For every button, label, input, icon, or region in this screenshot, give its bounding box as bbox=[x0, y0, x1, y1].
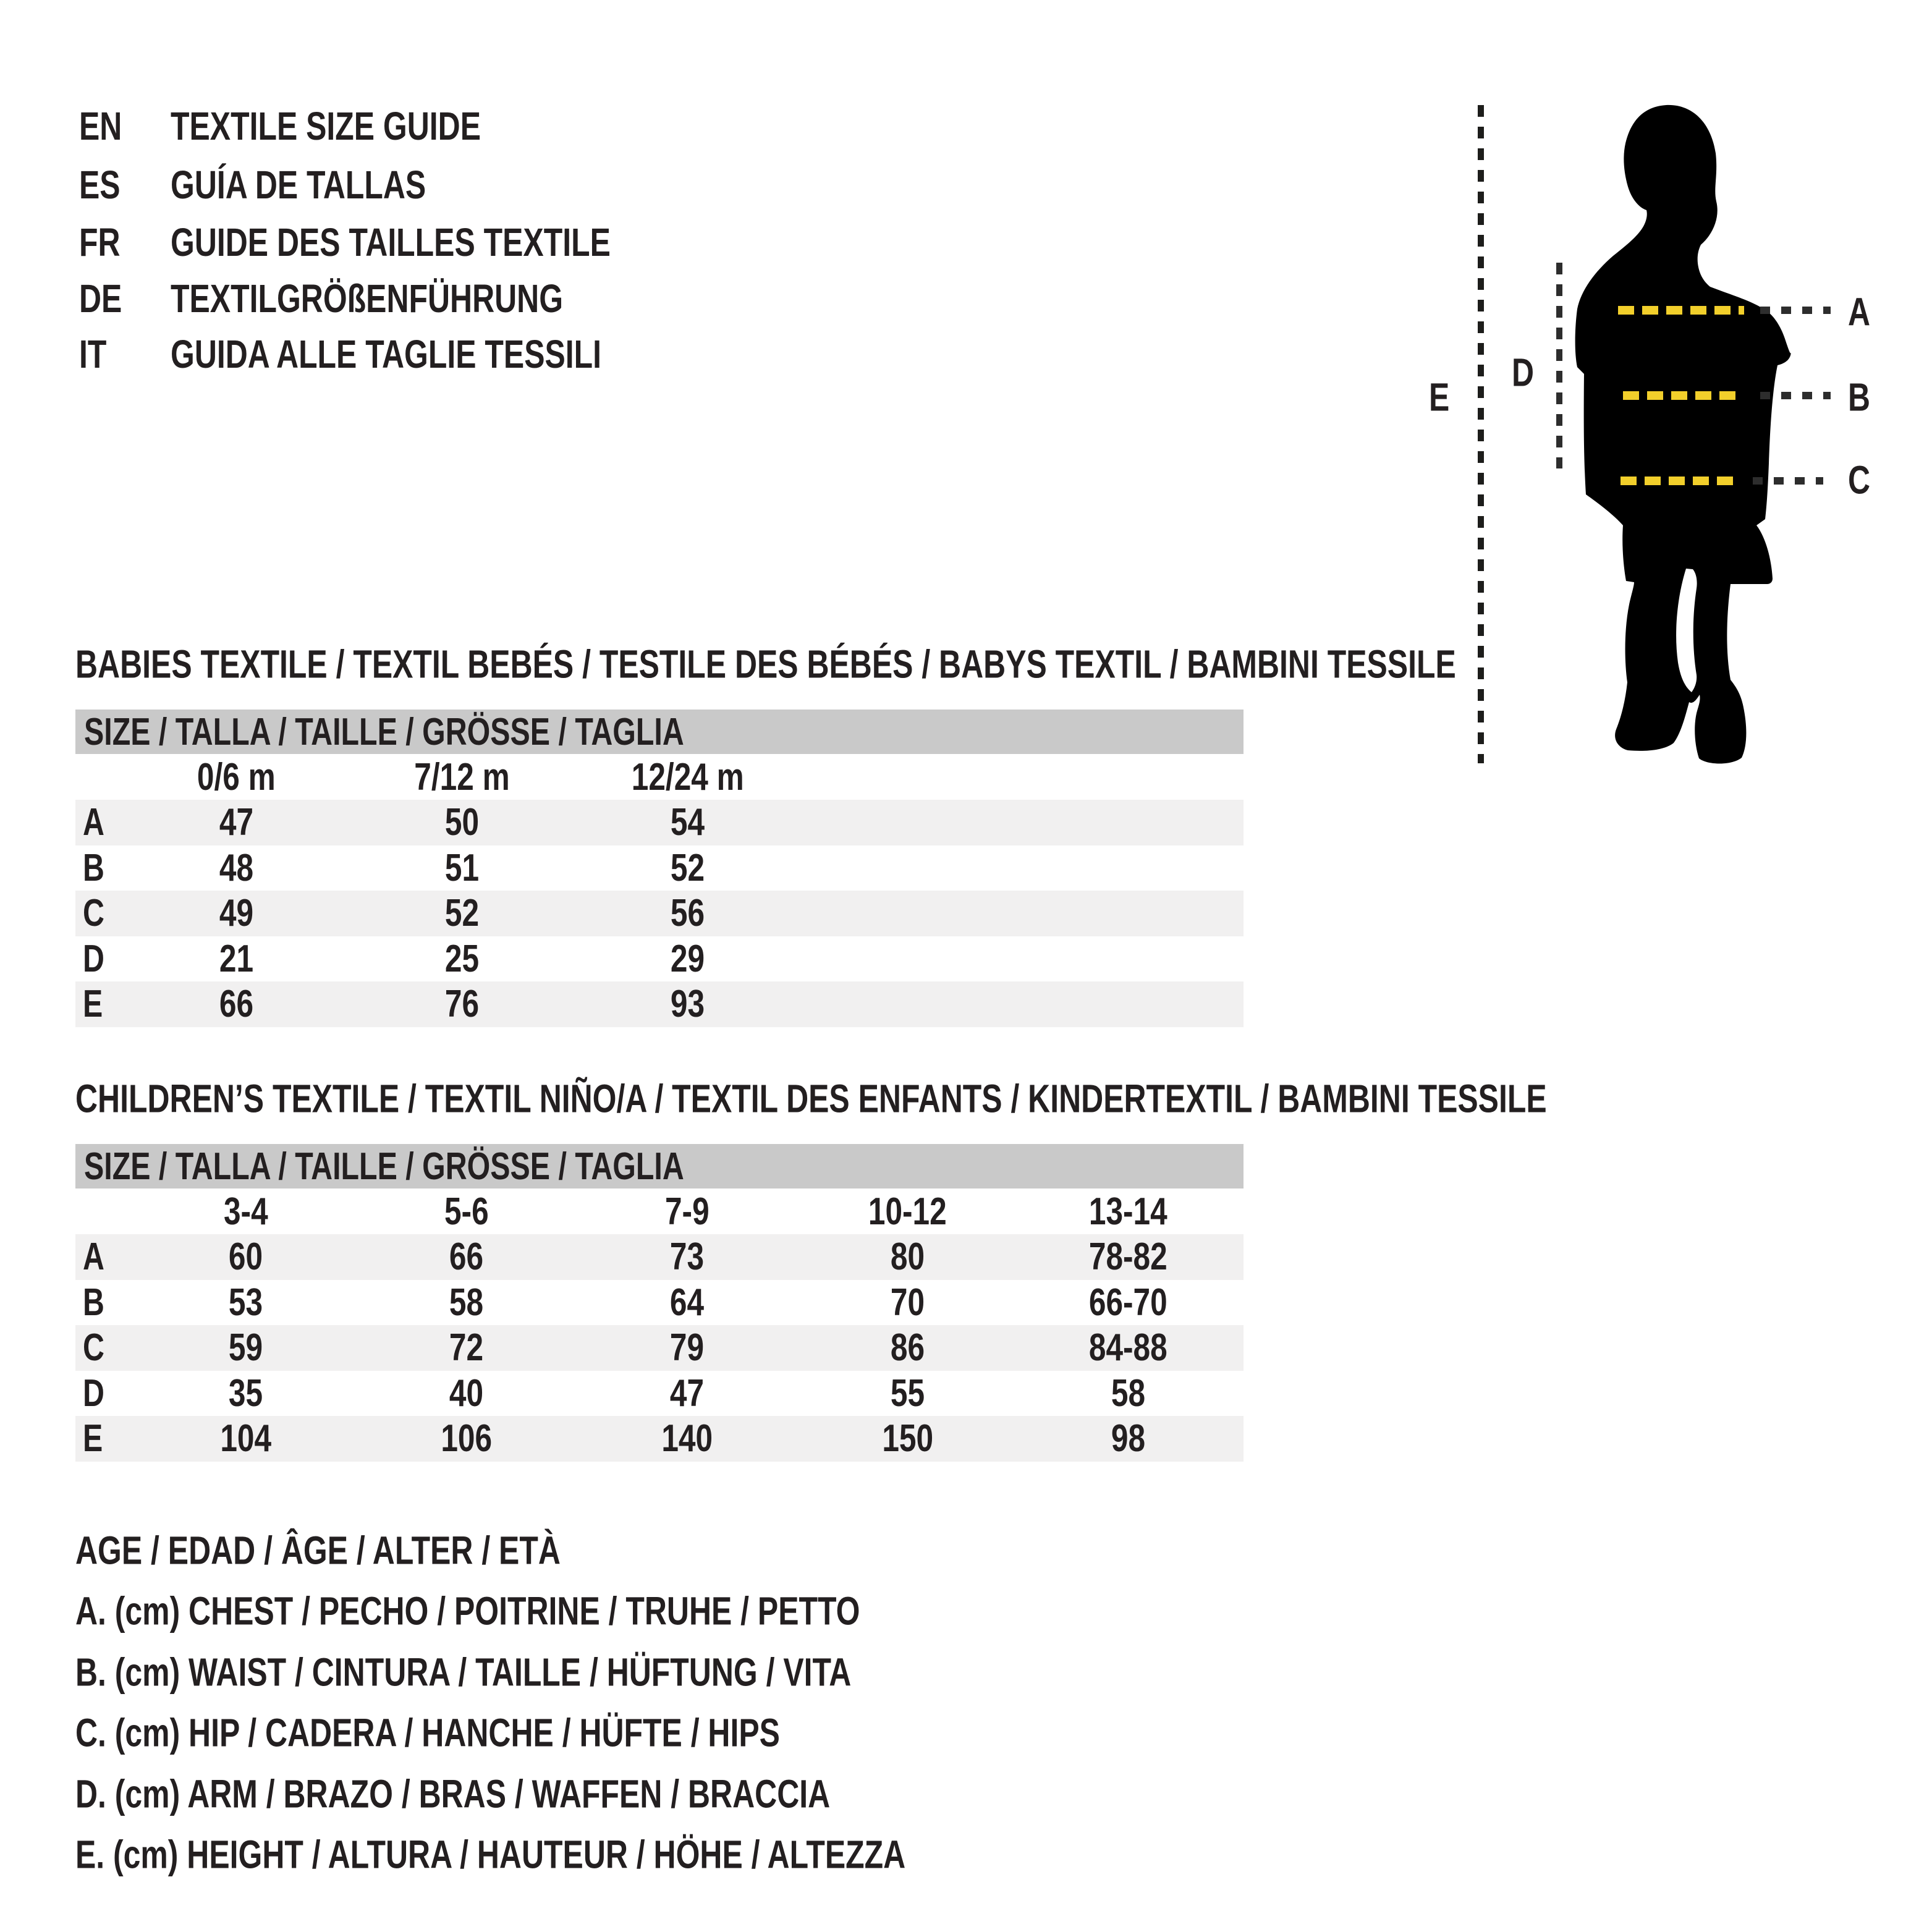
language-guide-title-text: GUÍA DE TALLAS bbox=[171, 163, 426, 207]
language-code bbox=[79, 276, 134, 321]
table-cell-value: 47 bbox=[669, 1371, 705, 1415]
table-cell-value: 52 bbox=[670, 846, 705, 889]
row-label bbox=[75, 891, 124, 935]
table-cell bbox=[797, 1281, 1018, 1324]
table-cell-value: 66 bbox=[219, 983, 254, 1026]
row-label bbox=[75, 1371, 135, 1415]
table-cell bbox=[577, 1371, 797, 1415]
table-cell bbox=[135, 1281, 356, 1324]
table-cell bbox=[349, 937, 575, 981]
table-cell bbox=[124, 937, 349, 981]
table-cell bbox=[577, 1326, 797, 1370]
table-cell bbox=[1018, 1371, 1239, 1415]
table-cell-value: 53 bbox=[228, 1281, 263, 1324]
babies-size-table bbox=[75, 710, 1244, 1027]
table-cell-value: 48 bbox=[219, 846, 254, 889]
table-cell bbox=[356, 1371, 577, 1415]
column-header bbox=[577, 1190, 797, 1234]
language-code-text: EN bbox=[79, 104, 122, 148]
table-cell-value: 59 bbox=[228, 1326, 263, 1370]
babies-section-title: BABIES TEXTILE / TEXTIL BEBÉS / TESTILE DES BÉBÉS / BABYS TEXTIL / BAMBINI TESSILE bbox=[75, 642, 1456, 687]
column-header-text: 13-14 bbox=[1089, 1190, 1167, 1233]
column-header bbox=[349, 755, 575, 799]
language-guide-title-text: GUIDA ALLE TAGLIE TESSILI bbox=[171, 332, 602, 376]
table-cell-value: 58 bbox=[449, 1281, 484, 1324]
row-label bbox=[75, 1417, 135, 1460]
table-cell bbox=[1018, 1417, 1239, 1460]
row-label bbox=[75, 800, 124, 844]
table-cell-value: 98 bbox=[1111, 1417, 1146, 1460]
table-cell-value: 54 bbox=[670, 801, 705, 844]
table-cell bbox=[356, 1326, 577, 1370]
row-label bbox=[75, 1235, 135, 1279]
table-row bbox=[75, 800, 1244, 845]
table-cell bbox=[1018, 1235, 1239, 1279]
table-row bbox=[75, 1280, 1244, 1326]
language-guide-title-text: TEXTILE SIZE GUIDE bbox=[171, 104, 481, 148]
table-cell bbox=[349, 800, 575, 844]
table-cell bbox=[124, 891, 349, 935]
table-cell bbox=[797, 1326, 1018, 1370]
table-cell-value: 140 bbox=[661, 1417, 713, 1460]
legend-line-text: A. (cm) CHEST / PECHO / POITRINE / TRUHE / PETTO bbox=[75, 1588, 860, 1633]
column-header-text: 3-4 bbox=[223, 1190, 268, 1233]
column-header bbox=[1018, 1190, 1239, 1234]
size-header-bar bbox=[75, 1144, 1244, 1188]
children-size-table bbox=[75, 1144, 1244, 1462]
row-label-text: C bbox=[83, 892, 104, 935]
table-cell-value: 21 bbox=[219, 937, 254, 980]
language-code-text: DE bbox=[79, 276, 122, 321]
row-label-text: D bbox=[83, 1371, 104, 1415]
table-cell bbox=[135, 1235, 356, 1279]
row-label bbox=[75, 937, 124, 981]
table-cell bbox=[575, 982, 800, 1026]
table-cell-value: 40 bbox=[449, 1371, 484, 1415]
label-waist-b: B bbox=[1848, 375, 1871, 420]
table-cell-value: 58 bbox=[1111, 1371, 1146, 1415]
table-cell-value: 86 bbox=[890, 1326, 925, 1370]
table-cell bbox=[135, 1371, 356, 1415]
size-header-bar bbox=[75, 710, 1244, 754]
column-header bbox=[124, 755, 349, 799]
size-header-text: SIZE / TALLA / TAILLE / GRÖSSE / TAGLIA bbox=[84, 1145, 684, 1188]
legend-line bbox=[75, 1707, 978, 1756]
legend-line bbox=[75, 1585, 1081, 1634]
row-label-text: E bbox=[83, 983, 103, 1026]
table-cell bbox=[577, 1281, 797, 1324]
column-header bbox=[575, 755, 800, 799]
table-cell-value: 70 bbox=[890, 1281, 925, 1324]
table-row bbox=[75, 1234, 1244, 1280]
table-cell-value: 106 bbox=[441, 1417, 492, 1460]
table-cell bbox=[135, 1326, 356, 1370]
table-cell-value: 93 bbox=[670, 983, 705, 1026]
column-header-text: 12/24 m bbox=[631, 755, 744, 799]
language-guide-title bbox=[171, 331, 723, 377]
language-code-text: ES bbox=[79, 163, 121, 207]
language-code bbox=[79, 219, 132, 265]
table-cell bbox=[124, 800, 349, 844]
table-row bbox=[75, 1325, 1244, 1371]
table-cell-value: 78-82 bbox=[1089, 1235, 1167, 1279]
column-header-row bbox=[75, 754, 1244, 800]
label-arm-d: D bbox=[1512, 350, 1535, 395]
language-code bbox=[79, 103, 134, 149]
table-cell-value: 50 bbox=[444, 801, 480, 844]
table-cell-value: 104 bbox=[220, 1417, 271, 1460]
legend-line-text: AGE / EDAD / ÂGE / ALTER / ETÀ bbox=[75, 1528, 561, 1573]
row-label bbox=[75, 982, 124, 1026]
table-cell bbox=[797, 1235, 1018, 1279]
table-row bbox=[75, 1416, 1244, 1462]
children-section-title: CHILDREN’S TEXTILE / TEXTIL NIÑO/A / TEXTIL DES ENFANTS / KINDERTEXTIL / BAMBINI TESSILE bbox=[75, 1076, 1547, 1121]
language-guide-title bbox=[171, 276, 674, 321]
table-cell bbox=[349, 982, 575, 1026]
table-cell-value: 52 bbox=[444, 892, 480, 935]
column-header bbox=[797, 1190, 1018, 1234]
table-cell-value: 150 bbox=[882, 1417, 933, 1460]
table-cell bbox=[349, 846, 575, 890]
language-guide-title bbox=[171, 162, 498, 208]
row-label-text: E bbox=[83, 1417, 103, 1460]
row-label-text: A bbox=[83, 801, 104, 844]
column-header-text: 7/12 m bbox=[414, 755, 510, 799]
row-label-text: C bbox=[83, 1326, 104, 1370]
table-cell bbox=[124, 982, 349, 1026]
legend-line bbox=[75, 1768, 1043, 1816]
column-header-text: 0/6 m bbox=[197, 755, 276, 799]
table-cell-value: 47 bbox=[219, 801, 254, 844]
table-row bbox=[75, 936, 1244, 982]
table-cell bbox=[575, 800, 800, 844]
legend-line-text: C. (cm) HIP / CADERA / HANCHE / HÜFTE / HIPS bbox=[75, 1710, 780, 1755]
table-cell-value: 55 bbox=[890, 1371, 925, 1415]
legend-line bbox=[75, 1524, 697, 1573]
table-cell-value: 76 bbox=[444, 983, 480, 1026]
table-cell-value: 49 bbox=[219, 892, 254, 935]
table-cell bbox=[356, 1235, 577, 1279]
table-cell bbox=[1018, 1281, 1239, 1324]
table-cell bbox=[575, 891, 800, 935]
table-cell-value: 51 bbox=[444, 846, 480, 889]
table-cell-value: 84-88 bbox=[1089, 1326, 1167, 1370]
column-header-text: 10-12 bbox=[868, 1190, 947, 1233]
table-cell bbox=[356, 1417, 577, 1460]
table-cell bbox=[577, 1235, 797, 1279]
table-cell bbox=[135, 1417, 356, 1460]
table-cell-value: 64 bbox=[669, 1281, 705, 1324]
table-cell-value: 35 bbox=[228, 1371, 263, 1415]
column-header-text: 5-6 bbox=[444, 1190, 489, 1233]
table-cell bbox=[124, 846, 349, 890]
label-hip-c: C bbox=[1848, 457, 1871, 502]
table-cell-value: 73 bbox=[669, 1235, 705, 1279]
table-cell-value: 79 bbox=[669, 1326, 705, 1370]
column-header-row bbox=[75, 1188, 1244, 1234]
table-cell bbox=[797, 1371, 1018, 1415]
row-label-text: B bbox=[83, 846, 104, 889]
table-row bbox=[75, 845, 1244, 891]
legend-line-text: B. (cm) WAIST / CINTURA / TAILLE / HÜFTUNG / VITA bbox=[75, 1650, 852, 1695]
table-cell bbox=[577, 1417, 797, 1460]
label-height-e: E bbox=[1429, 375, 1450, 420]
label-chest-a: A bbox=[1848, 289, 1871, 334]
column-header bbox=[135, 1190, 356, 1234]
row-label bbox=[75, 1326, 135, 1370]
table-cell bbox=[356, 1281, 577, 1324]
column-header bbox=[356, 1190, 577, 1234]
row-label bbox=[75, 1281, 135, 1324]
language-code-text: IT bbox=[79, 332, 107, 376]
table-cell-value: 66-70 bbox=[1089, 1281, 1167, 1324]
legend-line-text: D. (cm) ARM / BRAZO / BRAS / WAFFEN / BRACCIA bbox=[75, 1771, 831, 1816]
table-cell bbox=[349, 891, 575, 935]
size-header-text: SIZE / TALLA / TAILLE / GRÖSSE / TAGLIA bbox=[84, 710, 684, 753]
table-row bbox=[75, 981, 1244, 1027]
table-cell bbox=[575, 846, 800, 890]
row-label-text: B bbox=[83, 1281, 104, 1324]
column-header-text: 7-9 bbox=[664, 1190, 710, 1233]
row-label-text: D bbox=[83, 937, 104, 980]
language-code bbox=[79, 331, 114, 377]
table-cell bbox=[1018, 1326, 1239, 1370]
language-code-text: FR bbox=[79, 220, 121, 265]
table-cell bbox=[797, 1417, 1018, 1460]
legend-line bbox=[75, 1828, 1140, 1877]
language-guide-title-text: TEXTILGRÖßENFÜHRUNG bbox=[171, 276, 564, 321]
table-row bbox=[75, 1371, 1244, 1417]
table-cell-value: 29 bbox=[670, 937, 705, 980]
table-cell-value: 60 bbox=[228, 1235, 263, 1279]
row-label-text: A bbox=[83, 1235, 104, 1279]
table-cell-value: 56 bbox=[670, 892, 705, 935]
language-code bbox=[79, 162, 132, 208]
table-cell-value: 66 bbox=[449, 1235, 484, 1279]
table-cell-value: 25 bbox=[444, 937, 480, 980]
language-guide-title-text: GUIDE DES TAILLES TEXTILE bbox=[171, 220, 611, 265]
language-guide-title bbox=[171, 103, 569, 149]
table-cell-value: 72 bbox=[449, 1326, 484, 1370]
table-cell bbox=[575, 937, 800, 981]
legend-line-text: E. (cm) HEIGHT / ALTURA / HAUTEUR / HÖHE / ALTEZZA bbox=[75, 1832, 906, 1877]
table-cell-value: 80 bbox=[890, 1235, 925, 1279]
language-guide-title bbox=[171, 219, 735, 265]
row-label bbox=[75, 846, 124, 890]
legend-line bbox=[75, 1646, 1070, 1695]
table-row bbox=[75, 891, 1244, 936]
